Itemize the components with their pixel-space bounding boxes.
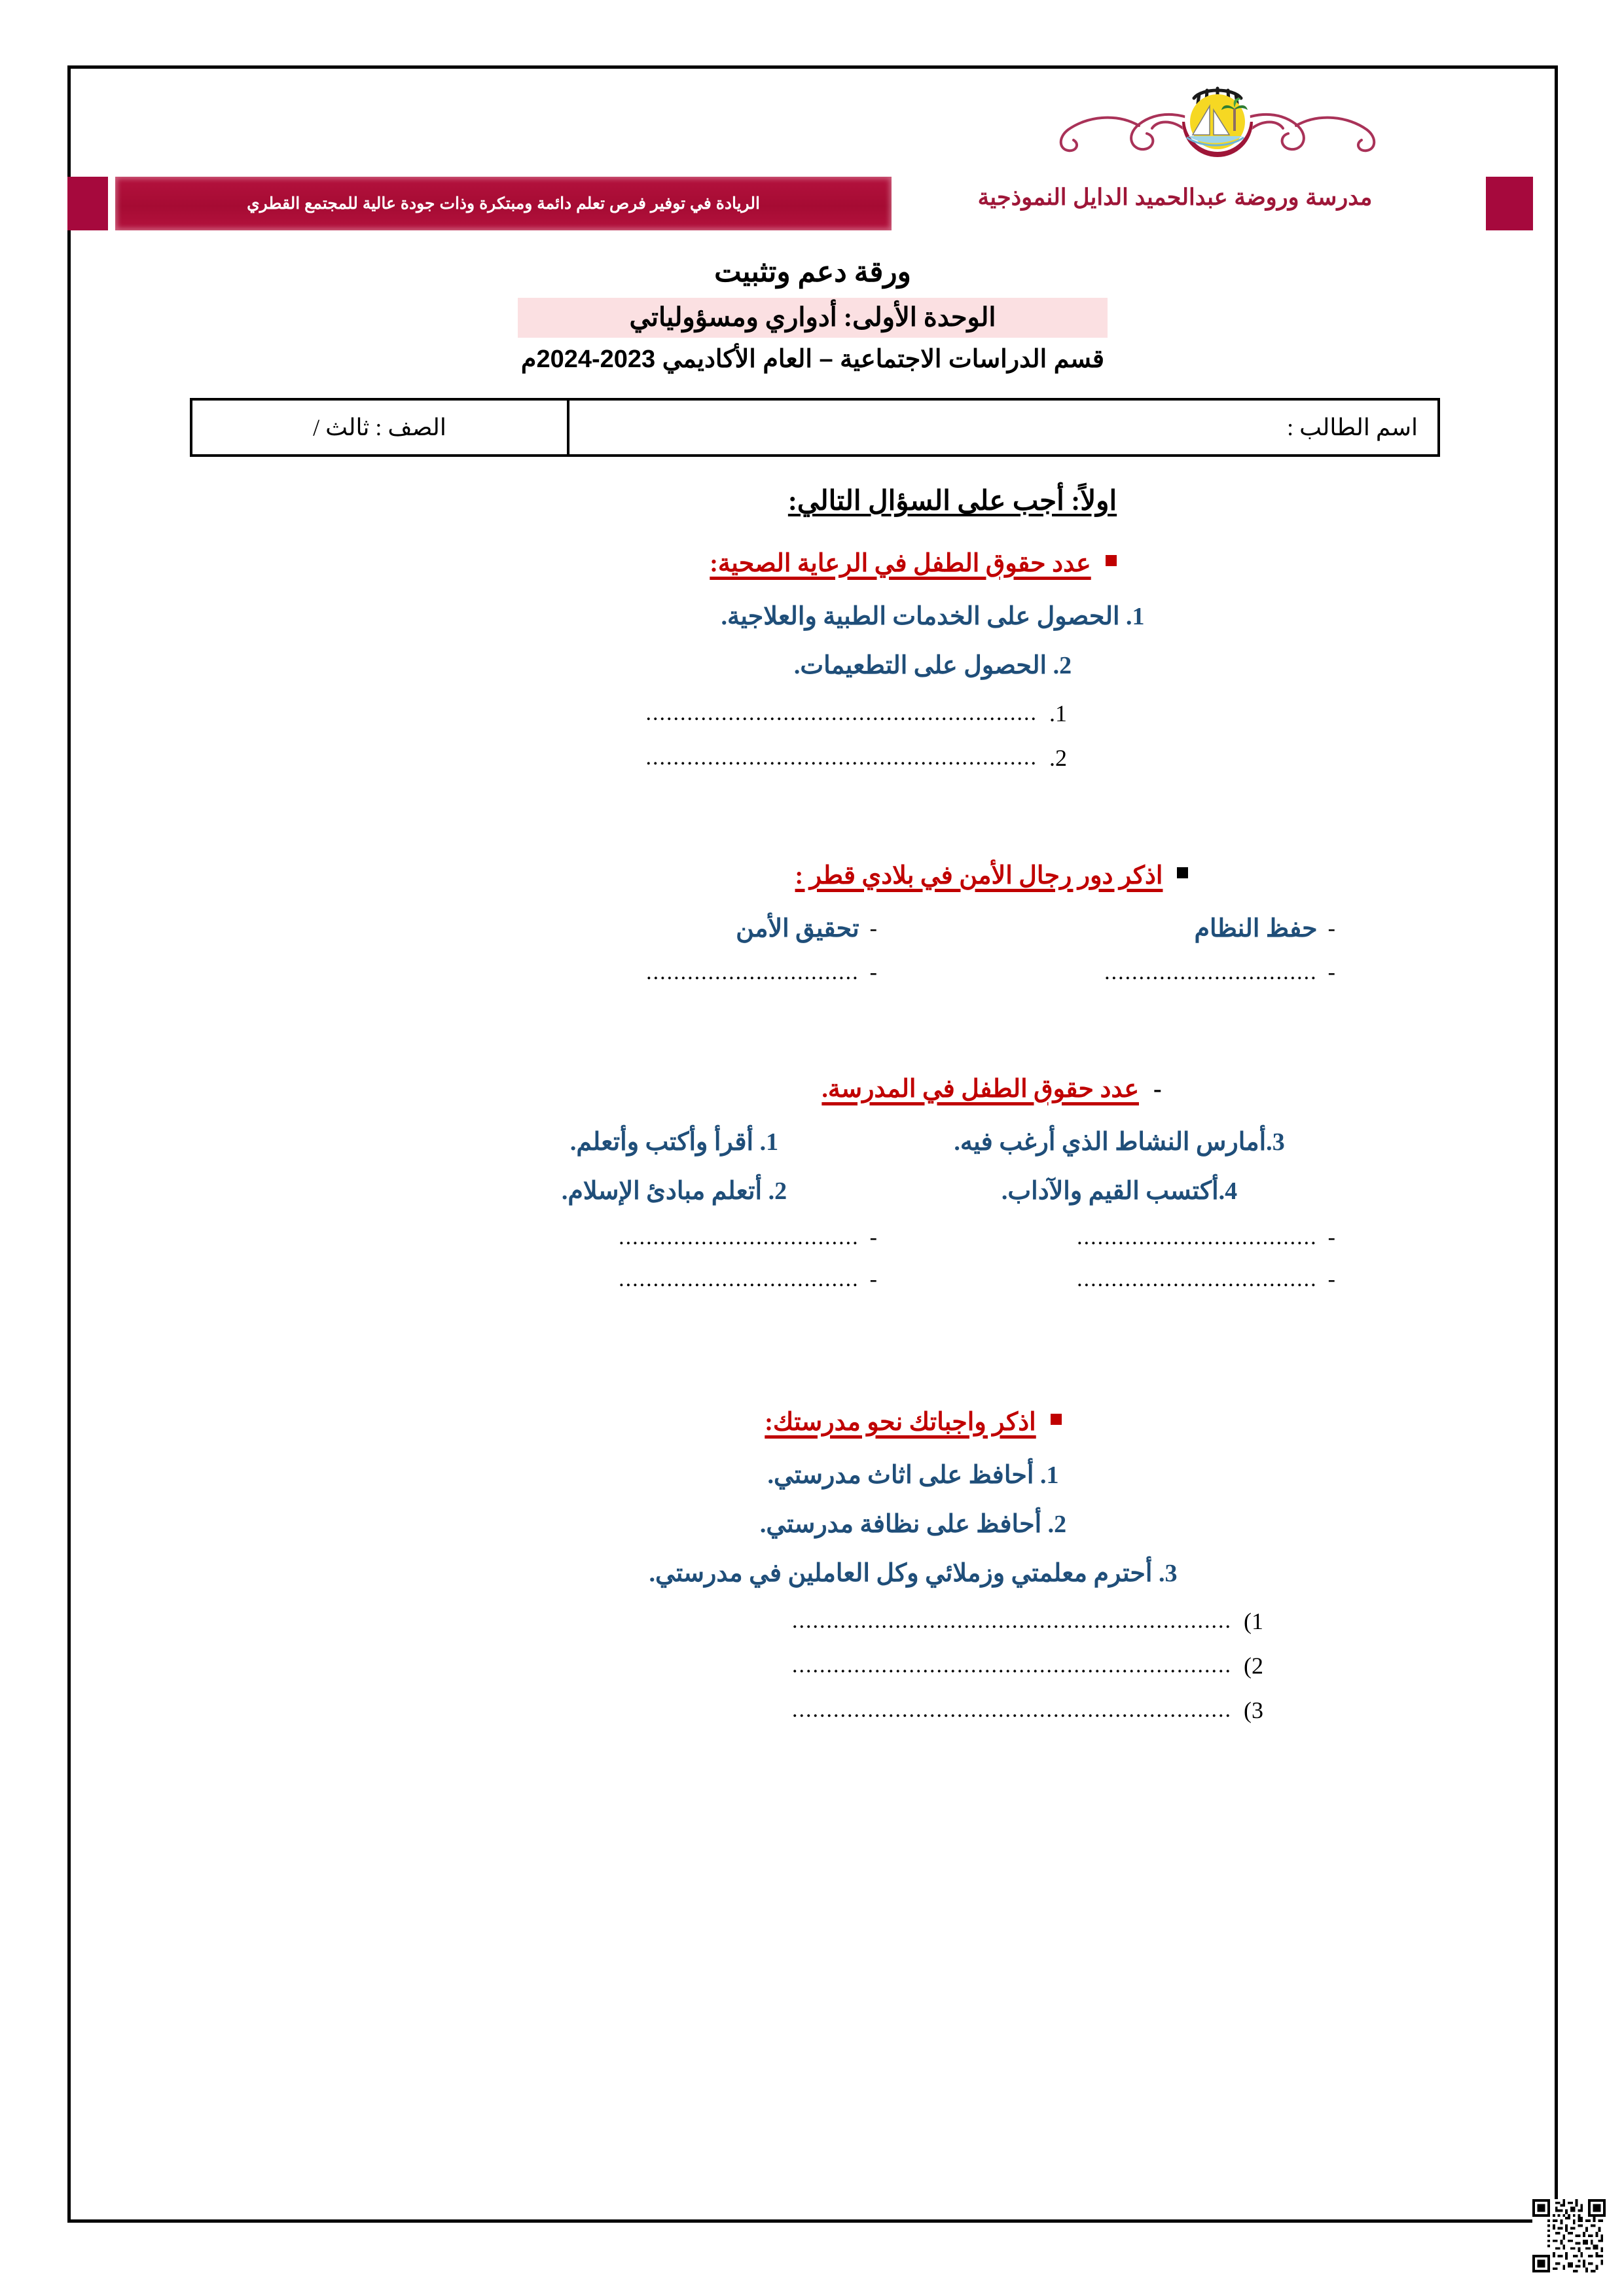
question-block-3: [105, 1074, 1525, 1292]
question-2-prompt: اذكر دور رجال الأمن في بلادي قطر :: [795, 862, 1163, 889]
banner-left-block: [67, 177, 108, 230]
question-3-blank-row-2: [105, 1267, 1525, 1292]
blank-dots: ................................................................: [792, 1609, 1232, 1633]
question-3-answer-4: 4.أكتسب القيم والآداب.: [1001, 1177, 1238, 1205]
student-name-cell[interactable]: [567, 401, 1437, 454]
unit-title-wrap: [67, 298, 1558, 338]
question-4-blank-1[interactable]: [105, 1607, 1525, 1635]
question-4-blank-3[interactable]: [105, 1696, 1525, 1724]
school-name-text: مدرسة وروضة عبدالحميد الدايل النموذجية: [977, 185, 1373, 210]
dash-marker: -: [869, 1267, 877, 1291]
student-class-label: الصف : ثالث /: [313, 414, 446, 440]
blank-marker: 1.: [1049, 700, 1067, 726]
dash-marker: -: [869, 960, 877, 984]
question-1-head: [105, 548, 1525, 578]
school-motto-text: الريادة في توفير فرص تعلم دائمة ومبتكرة وذات جودة عالية للمجتمع القطري: [247, 194, 760, 213]
question-4-answer-2: 2. أحافظ على نظافة مدرستي.: [759, 1511, 1067, 1538]
student-name-label: اسم الطالب :: [1287, 414, 1418, 440]
question-3-blank-right-2[interactable]: [458, 1267, 877, 1292]
bullet-dash-icon: -: [1153, 1075, 1162, 1103]
title-block: [67, 255, 1558, 374]
bullet-square-icon: [1177, 867, 1188, 878]
dash-marker: -: [1327, 960, 1335, 984]
question-2-answer-row: [105, 914, 1525, 943]
question-2-head: [105, 861, 1525, 890]
question-3-answer-1: 1. أقرأ وأكتب وأتعلم.: [569, 1128, 779, 1156]
question-1-prompt: عدد حقوق الطفل في الرعاية الصحية:: [710, 550, 1091, 577]
question-3-answer-3: 3.أمارس النشاط الذي أرغب فيه.: [954, 1128, 1285, 1156]
blank-dots: ...............................: [646, 960, 859, 984]
qr-code[interactable]: [1532, 2199, 1606, 2272]
letterhead: [67, 65, 1558, 245]
blank-marker: 3): [1244, 1697, 1263, 1723]
blank-marker: 2.: [1049, 745, 1067, 771]
unit-title: الوحدة الأولى: أدواري ومسؤولياتي: [518, 298, 1107, 338]
question-1-blank-2[interactable]: [105, 744, 1525, 772]
question-block-1: [105, 548, 1525, 772]
question-2-answer-1-wrap: [458, 914, 877, 943]
blank-dots: ...................................: [1077, 1267, 1318, 1291]
letterhead-banner: [67, 170, 1558, 245]
bullet-square-icon: [1106, 555, 1117, 566]
question-3-blank-left-2[interactable]: [916, 1267, 1335, 1292]
question-2-blank-2[interactable]: [916, 960, 1335, 985]
question-4-blank-2[interactable]: [105, 1652, 1525, 1679]
dash-marker: -: [1327, 1225, 1335, 1249]
question-4-answer-3: 3. أحترم معلمتي وزملائي وكل العاملين في مدرستي.: [649, 1560, 1178, 1587]
question-block-2: [105, 861, 1525, 985]
qr-code-icon: [1532, 2199, 1606, 2272]
section-heading: اولاً: أجب على السؤال التالي:: [787, 486, 1117, 516]
question-2-blank-1[interactable]: [458, 960, 877, 985]
student-class-cell[interactable]: [192, 401, 567, 454]
dash-marker: -: [869, 916, 877, 941]
question-3-blank-row-1: [105, 1225, 1525, 1250]
blank-dots: ...................................: [619, 1225, 859, 1249]
question-2-answer-2-wrap: [916, 914, 1335, 943]
question-4-head: [105, 1407, 1525, 1437]
department-line: قسم الدراسات الاجتماعية – العام الأكاديمي 2023-2024م: [520, 346, 1105, 373]
question-2-answer-1: تحقيق الأمن: [736, 915, 859, 942]
question-4-answer-1: 1. أحافظ على اثاث مدرستي.: [767, 1462, 1059, 1489]
document-title: ورقة دعم وتثبيت: [714, 256, 911, 288]
blank-marker: 2): [1244, 1653, 1263, 1679]
spacer: [105, 1309, 1525, 1407]
dash-marker: -: [869, 1225, 877, 1249]
question-4-prompt: اذكر واجباتك نحو مدرستك:: [765, 1408, 1036, 1436]
blank-dots: ...................................: [619, 1267, 859, 1291]
question-1-answer-1: 1. الحصول على الخدمات الطبية والعلاجية.: [721, 603, 1145, 630]
question-2-answer-2: حفظ النظام: [1194, 915, 1318, 942]
spacer: [105, 789, 1525, 861]
question-3-answer-2: 2. أتعلم مبادئ الإسلام.: [561, 1177, 787, 1205]
blank-dots: ................................................................: [792, 1698, 1232, 1722]
blank-dots: .........................................................: [645, 745, 1038, 770]
question-3-blank-left-1[interactable]: [916, 1225, 1335, 1250]
blank-dots: .........................................................: [645, 701, 1038, 725]
question-2-blank-row: [105, 960, 1525, 985]
question-3-answer-row-2: [105, 1176, 1525, 1206]
dash-marker: -: [1327, 1267, 1335, 1291]
question-1-blank-1[interactable]: [105, 700, 1525, 727]
question-3-head: [105, 1074, 1525, 1103]
school-motto-bar: [115, 177, 892, 230]
question-3-blank-right-1[interactable]: [458, 1225, 877, 1250]
blank-dots: ...............................: [1104, 960, 1318, 984]
question-3-answer-row-1: [105, 1127, 1525, 1157]
question-block-4: [105, 1407, 1525, 1724]
bullet-square-icon: [1051, 1414, 1062, 1425]
question-3-prompt: عدد حقوق الطفل في المدرسة.: [821, 1075, 1139, 1103]
spacer: [105, 1002, 1525, 1074]
blank-marker: 1): [1244, 1608, 1263, 1634]
blank-dots: ...................................: [1077, 1225, 1318, 1249]
question-1-answer-2: 2. الحصول على التطعيمات.: [793, 652, 1072, 679]
dash-marker: -: [1327, 916, 1335, 941]
student-info-table: [190, 398, 1440, 457]
worksheet-body: [105, 484, 1525, 1741]
blank-dots: ................................................................: [792, 1653, 1232, 1677]
banner-right-block: [1486, 177, 1533, 230]
